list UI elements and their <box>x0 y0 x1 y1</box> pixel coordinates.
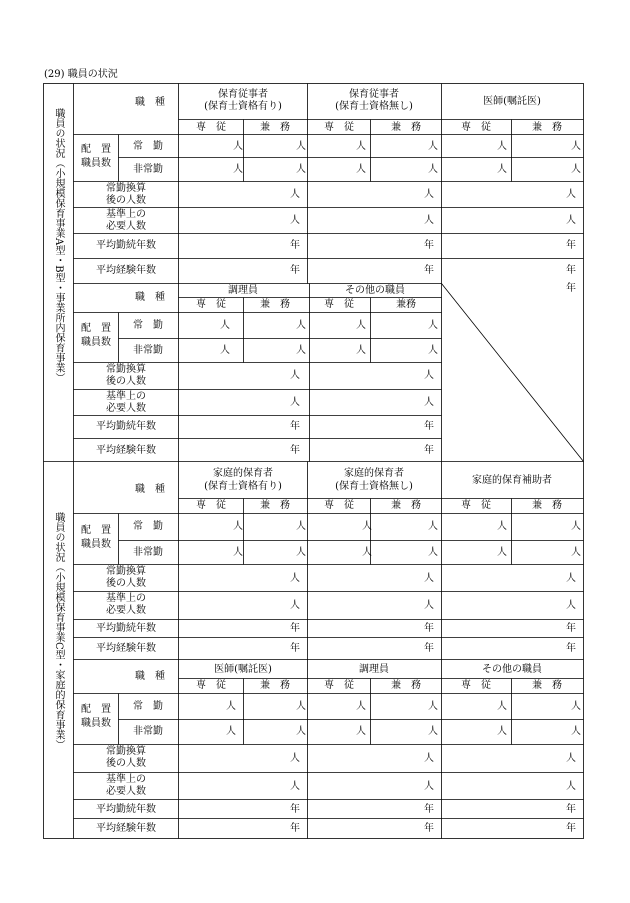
unit-nin: 人 <box>571 521 581 532</box>
s1b-hijokin: 非常勤 <box>133 345 163 356</box>
s1b-c1-sennju: 専 従 <box>196 299 226 310</box>
unit-nin: 人 <box>356 320 366 331</box>
s1-hijokin: 非常勤 <box>133 164 163 175</box>
unit-nen: 年 <box>290 240 300 251</box>
unit-nen: 年 <box>566 283 576 294</box>
section2-side-label: 職員の状況（小規模保育事業C型・家庭的保育事業） <box>53 512 64 750</box>
unit-nin: 人 <box>497 141 507 152</box>
unit-nin: 人 <box>424 189 434 200</box>
unit-nin: 人 <box>226 701 236 712</box>
unit-nin: 人 <box>220 320 230 331</box>
s1-kanzan-2: 後の人数 <box>106 195 146 206</box>
unit-nin: 人 <box>296 701 306 712</box>
s1-h2-line2: (保育士資格無し) <box>335 101 413 112</box>
section1-side-label: 職員の状況（小規模保育事業A型・B型・事業所内保育事業） <box>53 108 64 383</box>
unit-nin: 人 <box>296 345 306 356</box>
s1b-h2: その他の職員 <box>345 285 405 296</box>
unit-nin: 人 <box>571 141 581 152</box>
s2b-c3-kennmu: 兼 務 <box>532 680 562 691</box>
s2-h1-line2: (保育士資格有り) <box>204 481 282 492</box>
unit-nin: 人 <box>424 397 434 408</box>
unit-nin: 人 <box>424 573 434 584</box>
s1-h3: 医師(嘱託医) <box>483 96 541 107</box>
s1-c3-kennmu: 兼 務 <box>532 122 562 133</box>
s2-kanzan-1: 常勤換算 <box>106 566 146 577</box>
s2-shokuinsu: 職員数 <box>81 539 111 550</box>
s2b-kijun-1: 基準上の <box>106 774 146 785</box>
s2b-kanzan-2: 後の人数 <box>106 758 146 769</box>
s2-h2-line2: (保育士資格無し) <box>335 481 413 492</box>
unit-nin: 人 <box>362 547 372 558</box>
unit-nen: 年 <box>424 445 434 456</box>
unit-nen: 年 <box>566 823 576 834</box>
s2-kijun-1: 基準上の <box>106 593 146 604</box>
s2-kinzoku: 平均勤続年数 <box>96 623 156 634</box>
unit-nin: 人 <box>290 781 300 792</box>
unit-nin: 人 <box>428 521 438 532</box>
unit-nin: 人 <box>428 726 438 737</box>
s2-c1-kennmu: 兼 務 <box>260 500 290 511</box>
unit-nin: 人 <box>362 521 372 532</box>
unit-nin: 人 <box>566 573 576 584</box>
s2b-c2-sennju: 専 従 <box>324 680 354 691</box>
s1b-shokushu-label: 職 種 <box>135 292 165 303</box>
s1-c1-sennju: 専 従 <box>196 122 226 133</box>
unit-nin: 人 <box>290 397 300 408</box>
s2-shokushu-label: 職 種 <box>135 484 165 495</box>
s2-c1-sennju: 専 従 <box>196 500 226 511</box>
unit-nin: 人 <box>497 521 507 532</box>
s2b-h3: その他の職員 <box>482 664 542 675</box>
s2-h1-line1: 家庭的保育者 <box>213 468 273 479</box>
unit-nen: 年 <box>290 623 300 634</box>
unit-nin: 人 <box>428 164 438 175</box>
s1-c2-kennmu: 兼 務 <box>391 122 421 133</box>
unit-nen: 年 <box>424 421 434 432</box>
s2b-jokin: 常 勤 <box>133 701 163 712</box>
s2b-hijokin: 非常勤 <box>133 726 163 737</box>
unit-nin: 人 <box>296 141 306 152</box>
unit-nen: 年 <box>424 643 434 654</box>
unit-nin: 人 <box>233 547 243 558</box>
unit-nen: 年 <box>566 265 576 276</box>
unit-nin: 人 <box>497 701 507 712</box>
unit-nin: 人 <box>566 781 576 792</box>
s1-c3-sennju: 専 従 <box>461 122 491 133</box>
s2b-shokushu-label: 職 種 <box>135 671 165 682</box>
s1b-kanzan-1: 常勤換算 <box>106 364 146 375</box>
unit-nin: 人 <box>571 726 581 737</box>
s1b-kinzoku: 平均勤続年数 <box>96 421 156 432</box>
unit-nin: 人 <box>290 753 300 764</box>
s2-c2-sennju: 専 従 <box>324 500 354 511</box>
s1b-h1: 調理員 <box>228 285 258 296</box>
s2b-kijun-2: 必要人数 <box>106 786 146 797</box>
s1b-c1-kennmu: 兼 務 <box>260 299 290 310</box>
unit-nin: 人 <box>571 164 581 175</box>
s1-kinzoku: 平均勤続年数 <box>96 240 156 251</box>
unit-nen: 年 <box>566 804 576 815</box>
s2-c3-sennju: 専 従 <box>461 500 491 511</box>
s1-h1-line2: (保育士資格有り) <box>204 101 282 112</box>
unit-nin: 人 <box>428 701 438 712</box>
unit-nin: 人 <box>296 320 306 331</box>
s2-h3: 家庭的保育補助者 <box>472 475 552 486</box>
s1-keiken: 平均経験年数 <box>96 265 156 276</box>
unit-nin: 人 <box>233 141 243 152</box>
s1-h2-line1: 保育従事者 <box>349 89 399 100</box>
s2b-keiken: 平均経験年数 <box>96 823 156 834</box>
unit-nin: 人 <box>428 320 438 331</box>
unit-nin: 人 <box>290 189 300 200</box>
s2b-kinzoku: 平均勤続年数 <box>96 804 156 815</box>
s1b-c2-sennju: 専 従 <box>324 299 354 310</box>
s2-kanzan-2: 後の人数 <box>106 578 146 589</box>
s1b-keiken: 平均経験年数 <box>96 445 156 456</box>
unit-nen: 年 <box>424 265 434 276</box>
unit-nin: 人 <box>497 726 507 737</box>
unit-nin: 人 <box>226 726 236 737</box>
unit-nin: 人 <box>566 753 576 764</box>
s2b-kanzan-1: 常勤換算 <box>106 746 146 757</box>
s2-c3-kennmu: 兼 務 <box>532 500 562 511</box>
unit-nin: 人 <box>566 600 576 611</box>
unit-nin: 人 <box>571 701 581 712</box>
s2b-h2: 調理員 <box>359 664 389 675</box>
s1-shokushu-label: 職 種 <box>135 97 165 108</box>
s1-kijun-2: 必要人数 <box>106 221 146 232</box>
unit-nin: 人 <box>296 547 306 558</box>
unit-nen: 年 <box>290 265 300 276</box>
unit-nin: 人 <box>290 215 300 226</box>
s1-h1-line1: 保育従事者 <box>218 89 268 100</box>
unit-nin: 人 <box>566 189 576 200</box>
unit-nen: 年 <box>566 623 576 634</box>
s1b-kanzan-2: 後の人数 <box>106 376 146 387</box>
unit-nin: 人 <box>424 215 434 226</box>
unit-nin: 人 <box>290 573 300 584</box>
unit-nin: 人 <box>356 726 366 737</box>
s2-jokin: 常 勤 <box>133 521 163 532</box>
s2-hijokin: 非常勤 <box>133 547 163 558</box>
unit-nin: 人 <box>428 141 438 152</box>
s1b-kijun-2: 必要人数 <box>106 403 146 414</box>
unit-nin: 人 <box>290 600 300 611</box>
s1-jokin: 常 勤 <box>133 141 163 152</box>
unit-nin: 人 <box>356 701 366 712</box>
unit-nen: 年 <box>424 804 434 815</box>
unit-nin: 人 <box>424 781 434 792</box>
unit-nen: 年 <box>290 643 300 654</box>
s2b-c1-kennmu: 兼 務 <box>260 680 290 691</box>
unit-nin: 人 <box>356 141 366 152</box>
unit-nen: 年 <box>290 421 300 432</box>
s1-c1-kennmu: 兼 務 <box>260 122 290 133</box>
unit-nin: 人 <box>428 345 438 356</box>
s2b-c1-sennju: 専 従 <box>196 680 226 691</box>
s1-kijun-1: 基準上の <box>106 209 146 220</box>
unit-nin: 人 <box>296 726 306 737</box>
unit-nen: 年 <box>290 823 300 834</box>
s1b-c2-kennmu: 兼務 <box>396 299 416 310</box>
unit-nen: 年 <box>424 823 434 834</box>
s2-keiken: 平均経験年数 <box>96 643 156 654</box>
unit-nin: 人 <box>356 164 366 175</box>
unit-nen: 年 <box>424 623 434 634</box>
s2-haichi: 配 置 <box>81 525 111 536</box>
unit-nen: 年 <box>424 240 434 251</box>
unit-nin: 人 <box>497 164 507 175</box>
unit-nin: 人 <box>220 345 230 356</box>
s1b-haichi: 配 置 <box>81 323 111 334</box>
unit-nin: 人 <box>233 164 243 175</box>
s1-kanzan-1: 常勤換算 <box>106 183 146 194</box>
s1-shokuinsu: 職員数 <box>81 158 111 169</box>
unit-nen: 年 <box>566 643 576 654</box>
unit-nin: 人 <box>233 521 243 532</box>
s2-h2-line1: 家庭的保育者 <box>344 468 404 479</box>
unit-nin: 人 <box>571 547 581 558</box>
unit-nin: 人 <box>428 547 438 558</box>
s1b-kijun-1: 基準上の <box>106 391 146 402</box>
unit-nin: 人 <box>566 215 576 226</box>
unit-nin: 人 <box>497 547 507 558</box>
s1b-shokuinsu: 職員数 <box>81 337 111 348</box>
s2b-c2-kennmu: 兼 務 <box>391 680 421 691</box>
unit-nen: 年 <box>290 445 300 456</box>
unit-nen: 年 <box>290 804 300 815</box>
unit-nin: 人 <box>296 521 306 532</box>
s1b-jokin: 常 勤 <box>133 320 163 331</box>
s2b-haichi: 配 置 <box>81 704 111 715</box>
s2b-shokuinsu: 職員数 <box>81 718 111 729</box>
s2b-h1: 医師(嘱託医) <box>214 664 272 675</box>
unit-nin: 人 <box>356 345 366 356</box>
s1-haichi: 配 置 <box>81 144 111 155</box>
unit-nin: 人 <box>296 164 306 175</box>
unit-nin: 人 <box>424 600 434 611</box>
unit-nin: 人 <box>424 753 434 764</box>
s1-c2-sennju: 専 従 <box>324 122 354 133</box>
s2-kijun-2: 必要人数 <box>106 605 146 616</box>
s2-c2-kennmu: 兼 務 <box>391 500 421 511</box>
s2b-c3-sennju: 専 従 <box>461 680 491 691</box>
unit-nen: 年 <box>566 240 576 251</box>
unit-nin: 人 <box>290 370 300 381</box>
page-title: (29) 職員の状況 <box>44 69 118 80</box>
unit-nin: 人 <box>424 370 434 381</box>
